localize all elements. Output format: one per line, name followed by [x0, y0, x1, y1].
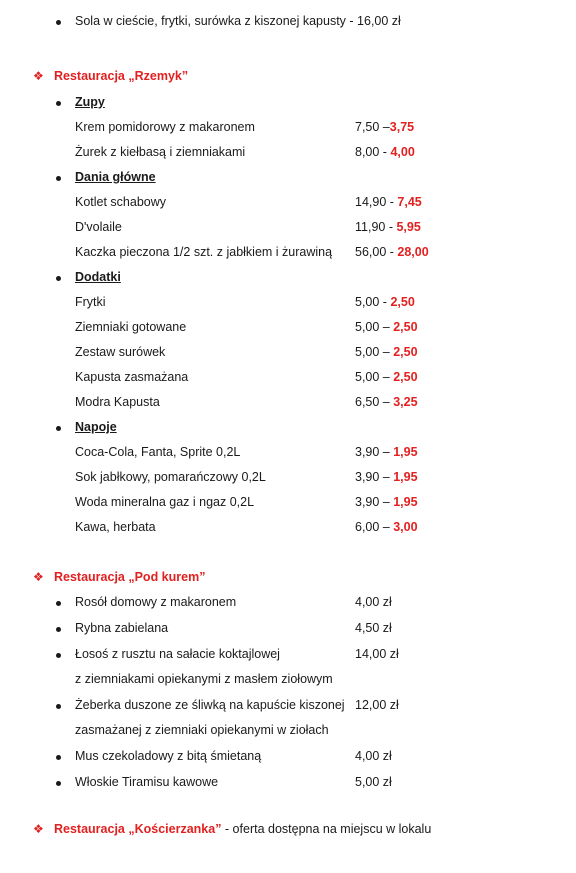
- promo-price: 3,25: [393, 395, 418, 409]
- menu-item-name: Sok jabłkowy, pomarańczowy 0,2L: [75, 470, 266, 484]
- menu-item-price: [355, 220, 421, 234]
- restaurant-koscierzanka: [54, 822, 431, 836]
- diamond-bullet-icon: ❖: [33, 69, 44, 83]
- dish-name: Żeberka duszone ze śliwką na kapuście kiszonej: [75, 698, 345, 712]
- menu-item-name: D'volaile: [75, 220, 122, 234]
- menu-item-name: Ziemniaki gotowane: [75, 320, 187, 334]
- regular-price: 3,90 –: [355, 445, 394, 459]
- bullet-point: [56, 755, 61, 760]
- dish-name: zasmażanej z ziemniaki opiekanymi w ziołach: [75, 723, 329, 737]
- regular-price: 5,00 -: [355, 295, 391, 309]
- diamond-bullet-icon: ❖: [33, 822, 44, 836]
- diamond-bullet-icon: ❖: [33, 570, 44, 584]
- promo-price: 28,00: [397, 245, 429, 259]
- dish-name: Mus czekoladowy z bitą śmietaną: [75, 749, 262, 763]
- menu-item-name: Zestaw surówek: [75, 345, 166, 359]
- regular-price: 5,00 –: [355, 320, 394, 334]
- section-heading: Dodatki: [75, 270, 121, 284]
- dish-price: 4,00 zł: [355, 595, 392, 609]
- bullet-point: [56, 426, 61, 431]
- promo-price: 3,00: [393, 520, 418, 534]
- dish-price: 5,00 zł: [355, 775, 392, 789]
- dish-price: 14,00 zł: [355, 647, 399, 661]
- menu-item-name: Kaczka pieczona 1/2 szt. z jabłkiem i żurawiną: [75, 245, 333, 259]
- restaurant-title-koscierzanka: Restauracja „Kościerzanka”: [54, 822, 222, 836]
- bullet-point: [56, 601, 61, 606]
- menu-item-price: [355, 445, 418, 459]
- menu-item-name: Woda mineralna gaz i ngaz 0,2L: [75, 495, 255, 509]
- menu-item-price: [355, 470, 418, 484]
- promo-price: 1,95: [393, 495, 418, 509]
- promo-price: 5,95: [396, 220, 421, 234]
- bullet-point: [56, 704, 61, 709]
- menu-item-name: Żurek z kiełbasą i ziemniakami: [75, 145, 246, 159]
- menu-item-name: Modra Kapusta: [75, 395, 160, 409]
- promo-price: 2,50: [393, 345, 418, 359]
- section-heading: Dania główne: [75, 170, 156, 184]
- restaurant-title-pod-kurem: Restauracja „Pod kurem”: [54, 570, 206, 584]
- menu-item-price: [355, 245, 429, 259]
- promo-price: 7,45: [397, 195, 422, 209]
- top-item-text: Sola w cieście, frytki, surówka z kiszonej kapusty - 16,00 zł: [75, 14, 401, 28]
- promo-price: 2,50: [393, 320, 418, 334]
- dish-price: 4,50 zł: [355, 621, 392, 635]
- promo-price: 4,00: [390, 145, 415, 159]
- regular-price: 11,90 -: [355, 220, 397, 234]
- bullet-point: [56, 276, 61, 281]
- menu-item-name: Kotlet schabowy: [75, 195, 167, 209]
- menu-item-price: [355, 320, 418, 334]
- dish-price: 12,00 zł: [355, 698, 399, 712]
- bullet-point: [56, 627, 61, 632]
- bullet-point: [56, 781, 61, 786]
- menu-item-price: [355, 370, 418, 384]
- regular-price: 3,90 –: [355, 470, 394, 484]
- regular-price: 56,00 -: [355, 245, 398, 259]
- regular-price: 5,00 –: [355, 345, 394, 359]
- bullet-point: [56, 653, 61, 658]
- promo-price: 1,95: [393, 470, 418, 484]
- regular-price: 14,90 -: [355, 195, 398, 209]
- menu-item-price: [355, 495, 418, 509]
- menu-item-price: [355, 120, 414, 134]
- regular-price: 8,00 -: [355, 145, 391, 159]
- menu-item-name: Coca-Cola, Fanta, Sprite 0,2L: [75, 445, 241, 459]
- dish-name: Włoskie Tiramisu kawowe: [75, 775, 219, 789]
- promo-price: 2,50: [393, 370, 418, 384]
- bullet-point: [56, 101, 61, 106]
- bullet-point: [56, 176, 61, 181]
- menu-item-price: [355, 345, 418, 359]
- dish-price: 4,00 zł: [355, 749, 392, 763]
- menu-item-name: Kapusta zasmażana: [75, 370, 189, 384]
- restaurant-note: - oferta dostępna na miejscu w lokalu: [221, 822, 432, 836]
- menu-item-price: [355, 520, 418, 534]
- menu-item-name: Krem pomidorowy z makaronem: [75, 120, 255, 134]
- menu-item-price: [355, 395, 418, 409]
- bullet-point: [56, 20, 61, 25]
- menu-item-price: [355, 145, 415, 159]
- promo-price: 1,95: [393, 445, 418, 459]
- menu-item-name: Frytki: [75, 295, 106, 309]
- regular-price: 7,50 –: [355, 120, 390, 134]
- menu-item-name: Kawa, herbata: [75, 520, 156, 534]
- regular-price: 6,00 –: [355, 520, 394, 534]
- promo-price: 3,75: [389, 120, 415, 134]
- dish-name: Rosół domowy z makaronem: [75, 595, 237, 609]
- promo-price: 2,50: [390, 295, 415, 309]
- regular-price: 3,90 –: [355, 495, 394, 509]
- menu-item-price: [355, 295, 415, 309]
- dish-name: Rybna zabielana: [75, 621, 169, 635]
- dish-name: Łosoś z rusztu na sałacie koktajlowej: [75, 647, 280, 661]
- section-heading: Napoje: [75, 420, 117, 434]
- regular-price: 6,50 –: [355, 395, 394, 409]
- section-heading: Zupy: [75, 95, 105, 109]
- menu-item-price: [355, 195, 422, 209]
- regular-price: 5,00 –: [355, 370, 394, 384]
- restaurant-title-rzemyk: Restauracja „Rzemyk”: [54, 69, 189, 83]
- dish-name: z ziemniakami opiekanymi z masłem ziołowym: [75, 672, 333, 686]
